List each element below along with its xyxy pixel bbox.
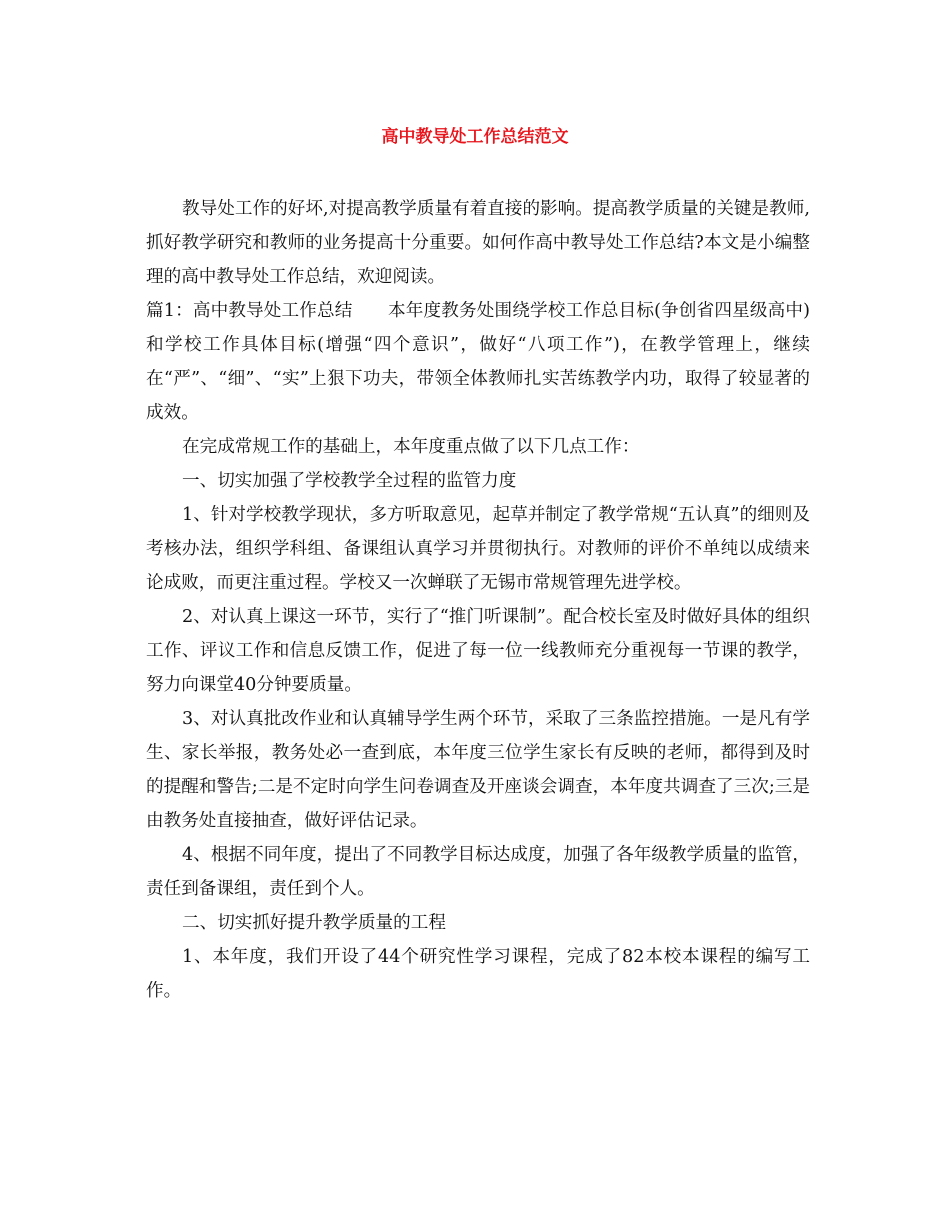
paragraph-item-1-1: 1、针对学校教学现状，多方听取意见，起草并制定了教学常规“五认真”的细则及考核办法，组织学科组、备课组认真学习并贯彻执行。对教师的评价不单纯以成绩来论成败，而更注重过程。学校又一次蝉联了无锡市常规管理先进学校。 xyxy=(146,505,810,593)
paragraph-item-2-1: 1、本年度，我们开设了44个研究性学习课程，完成了82本校本课程的编写工作。 xyxy=(146,947,810,1001)
paragraph-item-1-4: 4、根据不同年度，提出了不同教学目标达成度，加强了各年级教学质量的监管，责任到备课组，责任到个人。 xyxy=(146,845,810,899)
paragraph-intro: 教导处工作的好坏,对提高教学质量有着直接的影响。提高教学质量的关键是教师,抓好教学研究和教师的业务提高十分重要。如何作高中教导处工作总结?本文是小编整理的高中教导处工作总结，欢迎阅读。 xyxy=(146,199,810,287)
section-heading-2: 二、切实抓好提升教学质量的工程 xyxy=(182,913,446,933)
document-body xyxy=(146,192,810,1008)
paragraph-item-1-3: 3、对认真批改作业和认真辅导学生两个环节，采取了三条监控措施。一是凡有学生、家长举报，教务处必一查到底，本年度三位学生家长有反映的老师，都得到及时的提醒和警告;二是不定时向学生问卷调查及开座谈会调查，本年度共调查了三次;三是由教务处直接抽查，做好评估记录。 xyxy=(146,709,810,831)
paragraph-part1-summary: 篇1：高中教导处工作总结 本年度教务处围绕学校工作总目标(争创省四星级高中)和学校工作具体目标(增强“四个意识”，做好“八项工作”)，在教学管理上，继续在“严”、“细”、“实”上狠下功夫，带领全体教师扎实苦练教学内功，取得了较显著的成效。 xyxy=(146,301,810,423)
paragraph-key-work-intro: 在完成常规工作的基础上，本年度重点做了以下几点工作： xyxy=(182,437,640,457)
paragraph-item-1-2: 2、对认真上课这一环节，实行了“推门听课制”。配合校长室及时做好具体的组织工作、评议工作和信息反馈工作，促进了每一位一线教师充分重视每一节课的教学，努力向课堂40分钟要质量。 xyxy=(146,607,810,695)
document-title: 高中教导处工作总结范文 xyxy=(381,127,569,147)
section-heading-1: 一、切实加强了学校教学全过程的监管力度 xyxy=(182,471,517,491)
